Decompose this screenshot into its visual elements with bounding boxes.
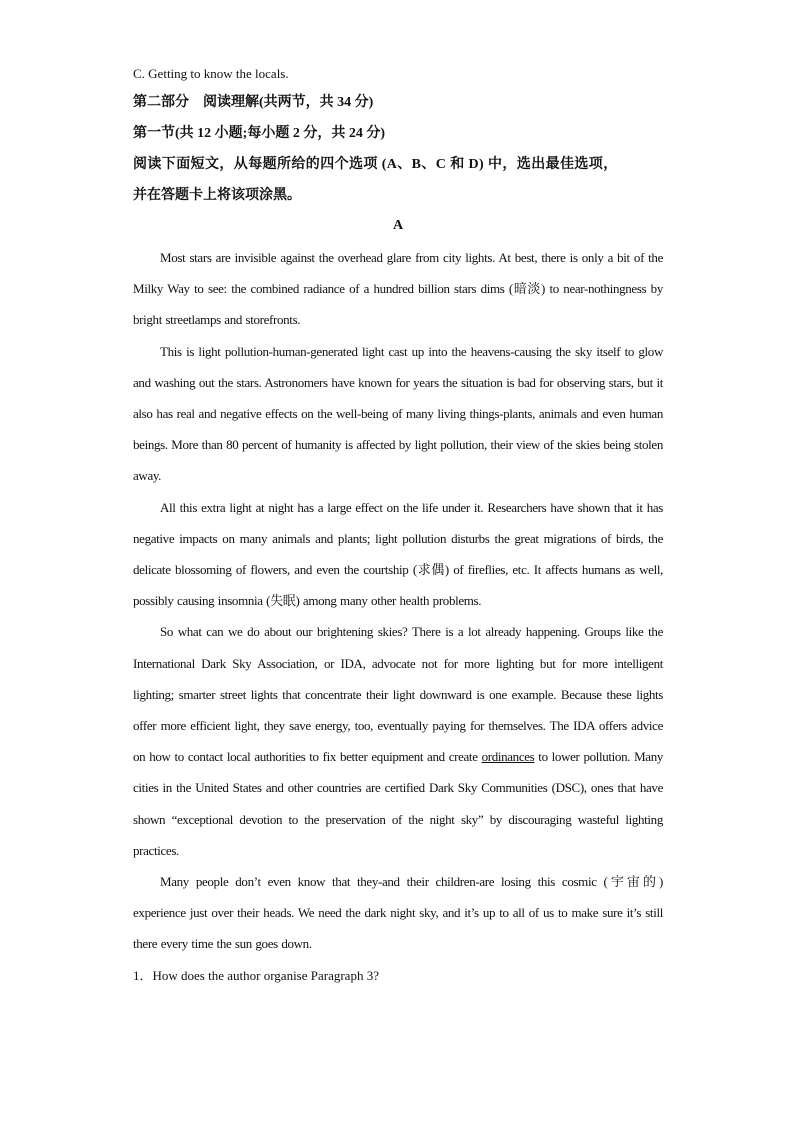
passage-paragraph-2: This is light pollution-human-generated light cast up into the heavens-causing the sky itself to glow and washing out the stars. Astronomers have known for years the situation is bad for observing stars, but it also has real and negative effects on the well-being of many living things-plants, animals and even human beings. More than 80 percent of humanity is affected by light pollution, their view of the skies being stolen away. xyxy=(133,343,663,484)
passage-label: A xyxy=(392,218,404,233)
previous-question-option: C. Getting to know the locals. xyxy=(133,66,289,81)
document-page xyxy=(133,64,663,986)
passage-paragraph-5: Many people don’t even know that they-and their children-are losing this cosmic (宇宙的) experience just over their heads. We need the dark night sky, and it’s up to all of us to make sure it’s still there every time the sun goes down. xyxy=(133,874,663,952)
part-title: 第二部分 阅读理解(共两节，共 34 分) xyxy=(133,95,374,110)
passage-paragraph-4 xyxy=(133,616,663,866)
paragraph-4-text-start: So what can we do about our brightening skies? There is a lot already happening. Groups like the International Dark Sky Association, or IDA, advocate not for more lighting but for more intelligent lighting; smarter street lights that concentrate their light downward is one example. Because these lights offer more efficient light, they save energy, too, eventually paying for themselves. The IDA offers advice on how to contact local authorities to fix better equipment and create xyxy=(133,624,663,765)
underlined-word-ordinances: ordinances xyxy=(481,749,535,765)
instruction-line-1: 阅读下面短文，从每题所给的四个选项 (A、B、C 和 D) 中，选出最佳选项， xyxy=(133,157,618,172)
passage-paragraph-3: All this extra light at night has a large effect on the life under it. Researchers have shown that it has negative impacts on many animals and plants; light pollution disturbs the great migrations of birds, the delicate blossoming of flowers, and even the courtship (求偶) of fireflies, etc. It affects humans as well, possibly causing insomnia (失眠) among many other health problems. xyxy=(133,499,663,609)
passage-paragraph-1: Most stars are invisible against the overhead glare from city lights. At best, there is only a bit of the Milky Way to see: the combined radiance of a hundred billion stars dims (暗淡) to near-nothingness by bright streetlamps and storefronts. xyxy=(133,250,663,328)
paragraph-4-text-end: to lower pollution. Many cities in the United States and other countries are certified Dark Sky Communities (DSC), ones that have shown “exceptional devotion to the preservation of the night sky” by discouraging wasteful lighting practices. xyxy=(133,749,664,858)
question-1: 1．How does the author organise Paragraph 3? xyxy=(133,967,379,983)
sub-section-title: 第一节(共 12 小题;每小题 2 分，共 24 分) xyxy=(133,126,385,141)
instruction-line-2: 并在答题卡上将该项涂黑。 xyxy=(133,188,301,203)
